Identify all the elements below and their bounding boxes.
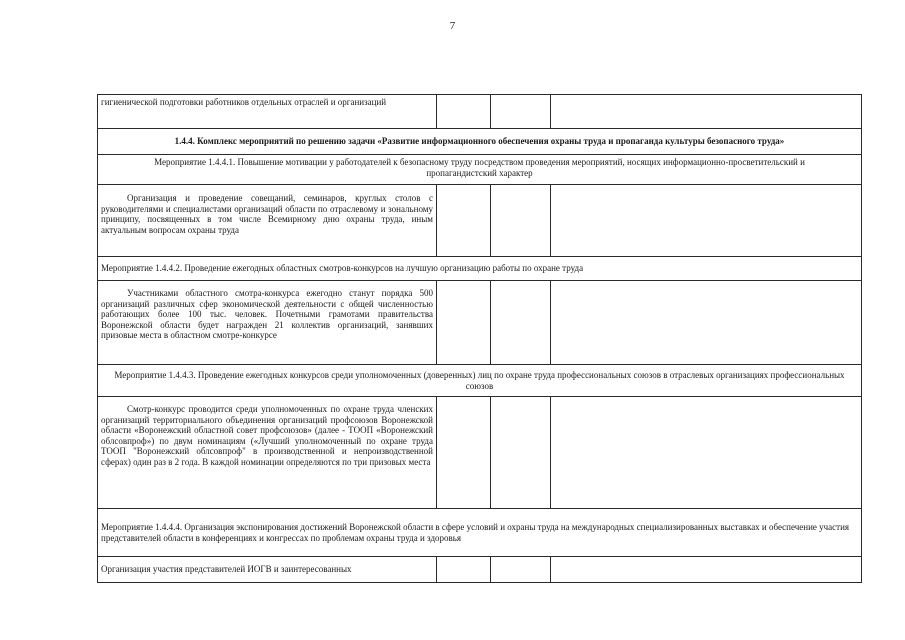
measure-row <box>98 509 862 557</box>
task-cell: Организация участия представителей ИОГВ и заинтересованных <box>98 557 437 583</box>
empty-cell <box>491 95 551 129</box>
empty-cell <box>437 557 491 583</box>
empty-cell <box>437 185 491 257</box>
empty-cell <box>551 281 862 365</box>
measure-row <box>98 155 862 185</box>
measure-heading: Мероприятие 1.4.4.2. Проведение ежегодных областных смотров-конкурсов на лучшую организацию работы по охране труда <box>98 257 862 281</box>
measure-heading: Мероприятие 1.4.4.4. Организация экспонирования достижений Воронежской области в сфере условий и охраны труда на международных специализированных выставках и обеспечение участия представителей области в конференциях и конгрессах по проблемам охраны труда и здоровья <box>98 509 862 557</box>
task-cell: гигиенической подготовки работников отдельных отраслей и организаций <box>98 95 437 129</box>
empty-cell <box>491 185 551 257</box>
empty-cell <box>437 95 491 129</box>
empty-cell <box>551 95 862 129</box>
task-cell: Смотр-конкурс проводится среди уполномоченных по охране труда членских организаций территориального объединения организаций профсоюзов Воронежской области «Воронежский областной совет профсоюзов» (далее - ТООП «Воронежский облсовпроф») по двум номинациям («Лучший уполномоченный по охране труда ТООП "Воронежский облсовпроф" в производственной и непроизводственной сферах) один раз в 2 года. В каждой номинации определяются по три призовых места <box>98 397 437 509</box>
table-row <box>98 281 862 365</box>
page-number: 7 <box>449 20 456 32</box>
measure-heading: Мероприятие 1.4.4.1. Повышение мотивации у работодателей к безопасному труду посредством проведения мероприятий, носящих информационно-просветительский и пропагандистский характер <box>98 155 862 185</box>
task-cell: Организация и проведение совещаний, семинаров, круглых столов с руководителями и специалистами организаций области по отраслевому и зональному принципу, посвященных в том числе Всемирному дню охраны труда, иным актуальным вопросам охраны труда <box>98 185 437 257</box>
table-row <box>98 185 862 257</box>
table-row <box>98 95 862 129</box>
empty-cell <box>437 397 491 509</box>
section-row <box>98 129 862 155</box>
empty-cell <box>551 397 862 509</box>
empty-cell <box>551 185 862 257</box>
empty-cell <box>491 397 551 509</box>
measure-row <box>98 365 862 397</box>
table-row <box>98 557 862 583</box>
empty-cell <box>437 281 491 365</box>
empty-cell <box>491 557 551 583</box>
measure-row <box>98 257 862 281</box>
measure-heading: Мероприятие 1.4.4.3. Проведение ежегодных конкурсов среди уполномоченных (доверенных) лиц по охране труда профессиональных союзов в отраслевых организациях профессиональных союзов <box>98 365 862 397</box>
empty-cell <box>551 557 862 583</box>
task-cell: Участниками областного смотра-конкурса ежегодно станут порядка 500 организаций различных сфер экономической деятельности с общей численностью работающих более 100 тыс. человек. Почетными грамотами правительства Воронежской области будет награжден 21 коллектив организаций, занявших призовые места в областном смотре-конкурсе <box>98 281 437 365</box>
empty-cell <box>491 281 551 365</box>
section-heading: 1.4.4. Комплекс мероприятий по решению задачи «Развитие информационного обеспечения охраны труда и пропаганда культуры безопасного труда» <box>98 129 862 155</box>
program-measures-table <box>97 94 862 583</box>
table-row <box>98 397 862 509</box>
